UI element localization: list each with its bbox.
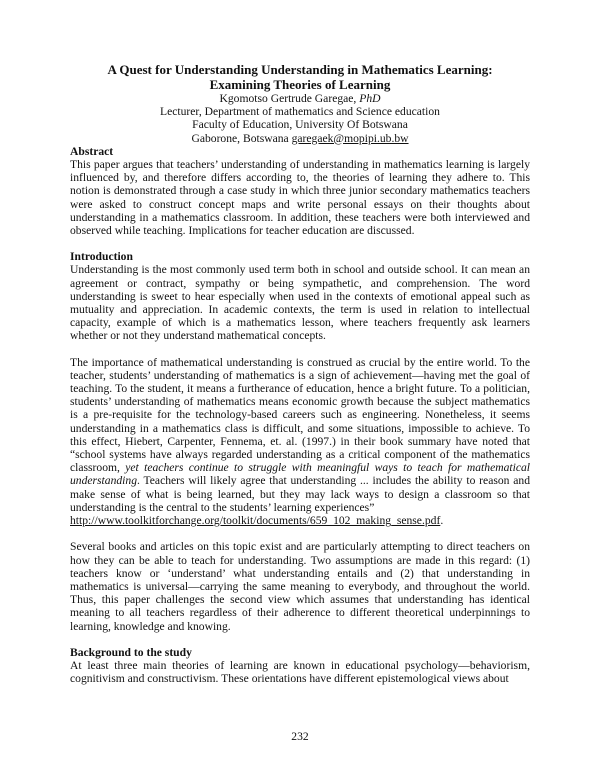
affiliation-faculty: Faculty of Education, University Of Botswana [192,118,408,132]
spacer [70,237,530,250]
background-paragraph-1: At least three main theories of learning are known in educational psychology—behaviorism, cognitivism and constructivism. These orientations have different epistemological views about [70,658,530,686]
spacer [70,633,530,646]
introduction-heading: Introduction [70,250,133,264]
abstract-heading: Abstract [70,144,114,158]
author-line [70,92,530,105]
spacer [70,343,530,356]
spacer [70,527,530,540]
author-degree: PhD [359,92,381,105]
para2-text-b: . Teachers will likely agree that understanding ... includes the ability to reason and make sense of what is being learned, but they may lack ways to design a classroom so that understanding is the central to the students’ learning experiences” [70,474,530,514]
para2-text-a: The importance of mathematical understanding is construed as crucial by the entire world. To the teacher, students’ understanding of mathematics is a sign of achievement—having met the goal of teaching. To the student, it means a furtherance of education, hence a bright future. To a politician, students’ understanding of mathematics means economic growth because the subject mathematics is a pre-requisite for the technology-based careers such as engineering. Nonetheless, it seems understanding in a mathematics class is difficult, and some situations, impossible to achieve. To this effect, Hiebert, Carpenter, Fennema, et. al. (1997.) in their book summary have noted that “school systems have always regarded understanding as a critical component of the mathematics classroom, [70,355,530,475]
abstract-text: This paper argues that teachers’ understanding of understanding in mathematics learning is largely influenced by, and therefore differs according to, the theories of learning they adhere to. This notion is demonstrated through a case study in which three junior secondary mathematics teachers were asked to construct concept maps and write personal essays on their thoughts about understanding in a mathematics classroom. In addition, these teachers were both interviewed and observed while teaching. Implications for teacher education are discussed. [70,158,530,238]
introduction-paragraph-3: Several books and articles on this topic exist and are particularly attempting to direct teachers on how they can be able to teach for understanding. Two assumptions are made in this regard: (1) teachers know or ‘understand’ what understanding entails and (2) that understanding in mathematics is universal—carrying the same meaning to everybody, and throughout the world. Thus, this paper challenges the second view which assumes that understanding has identical meaning to all teachers regardless of their adherence to different theoretical underpinnings to learning, knowledge and knowing. [70,540,530,633]
paper-title-line-1: A Quest for Understanding Understanding in Mathematics Learning: [107,62,493,77]
introduction-paragraph-2 [70,356,530,528]
para2-italic-quote: yet teachers continue to struggle with meaningful ways to teach for mathematical understanding [70,461,530,488]
location: Gaborone, Botswana [191,131,292,145]
page-content [70,62,530,685]
page-number: 232 [291,730,309,743]
author-name: Kgomotso Gertrude Garegae, [219,92,360,105]
paper-title-line-2: Examining Theories of Learning [209,77,391,92]
author-email-link[interactable]: garegaek@mopipi.ub.bw [291,131,409,145]
para2-end: . [440,514,444,528]
affiliation-department: Lecturer, Department of mathematics and Science education [160,105,440,119]
introduction-paragraph-1: Understanding is the most commonly used term both in school and outside school. It can mean an agreement or contract, sympathy or being sympathetic, and comprehension. The word understanding is sweet to hear especially when used in the contexts of emotional appeal such as mutuality and appreciation. In academic contexts, the term is used in relation to intellectual capacity, example of which is a mathematics lesson, where teachers frequently ask learners whether or not they understand mathematical concepts. [70,263,530,343]
toolkit-url-link[interactable]: http://www.toolkitforchange.org/toolkit/documents/659_102_making_sense.pdf [70,514,441,528]
location-line [70,132,530,145]
background-heading: Background to the study [70,645,192,659]
